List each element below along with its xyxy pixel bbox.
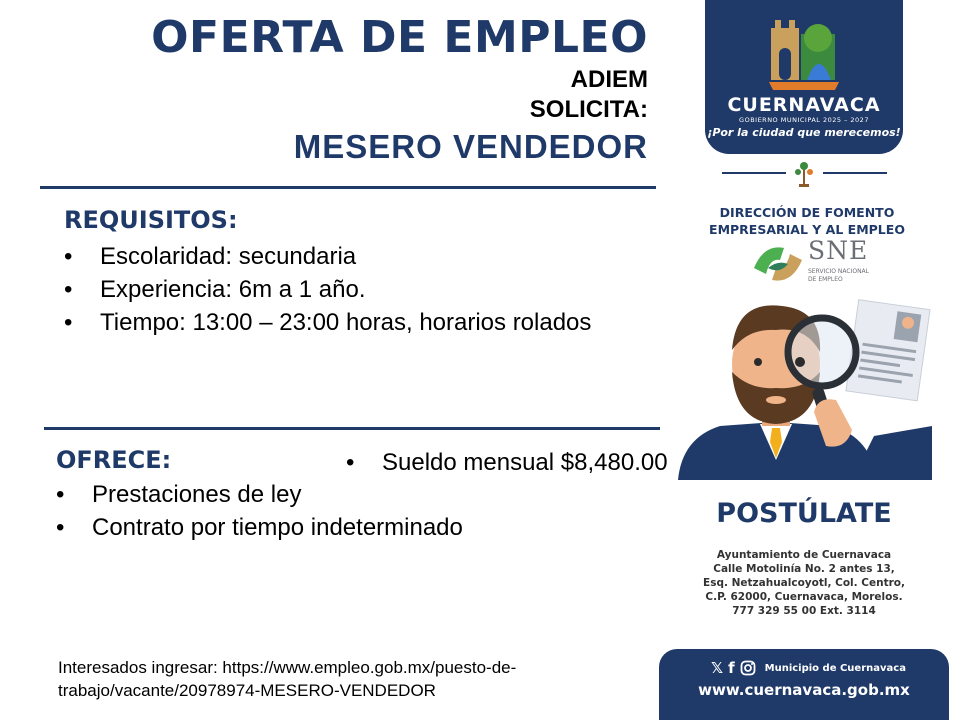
government-period: GOBIERNO MUNICIPAL 2025 – 2027 [739, 116, 869, 124]
salary-list [346, 446, 668, 479]
instagram-icon[interactable] [740, 660, 756, 676]
divider-top [40, 186, 656, 189]
page-title: OFERTA DE EMPLEO [151, 12, 648, 63]
city-slogan: ¡Por la ciudad que merecemos! [707, 126, 901, 139]
facebook-icon[interactable]: f [728, 659, 735, 677]
list-item: • Prestaciones de ley [56, 481, 302, 508]
list-item: • Sueldo mensual $8,480.00 [346, 449, 668, 476]
social-links [711, 659, 906, 677]
plant-icon [792, 160, 816, 188]
list-item: • Tiempo: 13:00 – 23:00 horas, horarios rolados [64, 309, 592, 336]
list-item: • Escolaridad: secundaria [64, 243, 357, 270]
contact-footer [659, 649, 949, 720]
requests-label: SOLICITA: [529, 96, 648, 123]
divider-right [823, 172, 887, 174]
list-item: • Contrato por tiempo indeterminado [56, 514, 463, 541]
offers-list [56, 478, 463, 544]
agency-name: DIRECCIÓN DE FOMENTO EMPRESARIAL Y AL EMPLEO [709, 205, 905, 237]
application-link-text[interactable]: Interesados ingresar: https://www.empleo.gob.mx/puesto-de-trabajo/vacante/20978974-MESERO-VENDEDOR [58, 658, 517, 700]
company-name: ADIEM [570, 66, 648, 93]
municipal-badge [705, 0, 903, 154]
offers-heading: OFRECE: [56, 446, 172, 474]
requirements-heading: REQUISITOS: [64, 206, 238, 234]
job-position: MESERO VENDEDOR [293, 128, 648, 165]
address-block: Ayuntamiento de Cuernavaca Calle Motolinía No. 2 antes 13, Esq. Netzahualcoyotl, Col. Centro, C.P. 62000, Cuernavaca, Morelos. 777 329 55 00 Ext. 3114 [703, 549, 905, 617]
sne-handshake-icon [750, 238, 806, 290]
requirements-list [64, 240, 591, 339]
divider-middle [44, 427, 660, 430]
x-icon[interactable]: 𝕏 [711, 659, 724, 677]
apply-cta: POSTÚLATE [716, 498, 892, 529]
social-handle: Municipio de Cuernavaca [764, 662, 906, 674]
list-item: • Experiencia: 6m a 1 año. [64, 276, 366, 303]
divider-left [722, 172, 786, 174]
sne-subtitle: SERVICIO NACIONAL DE EMPLEO [808, 268, 870, 283]
city-name: CUERNAVACA [727, 94, 881, 116]
city-crest-icon [769, 18, 839, 90]
website-link[interactable]: www.cuernavaca.gob.mx [698, 681, 910, 699]
recruiter-illustration [676, 290, 932, 486]
sne-wordmark: SNE [808, 236, 869, 265]
